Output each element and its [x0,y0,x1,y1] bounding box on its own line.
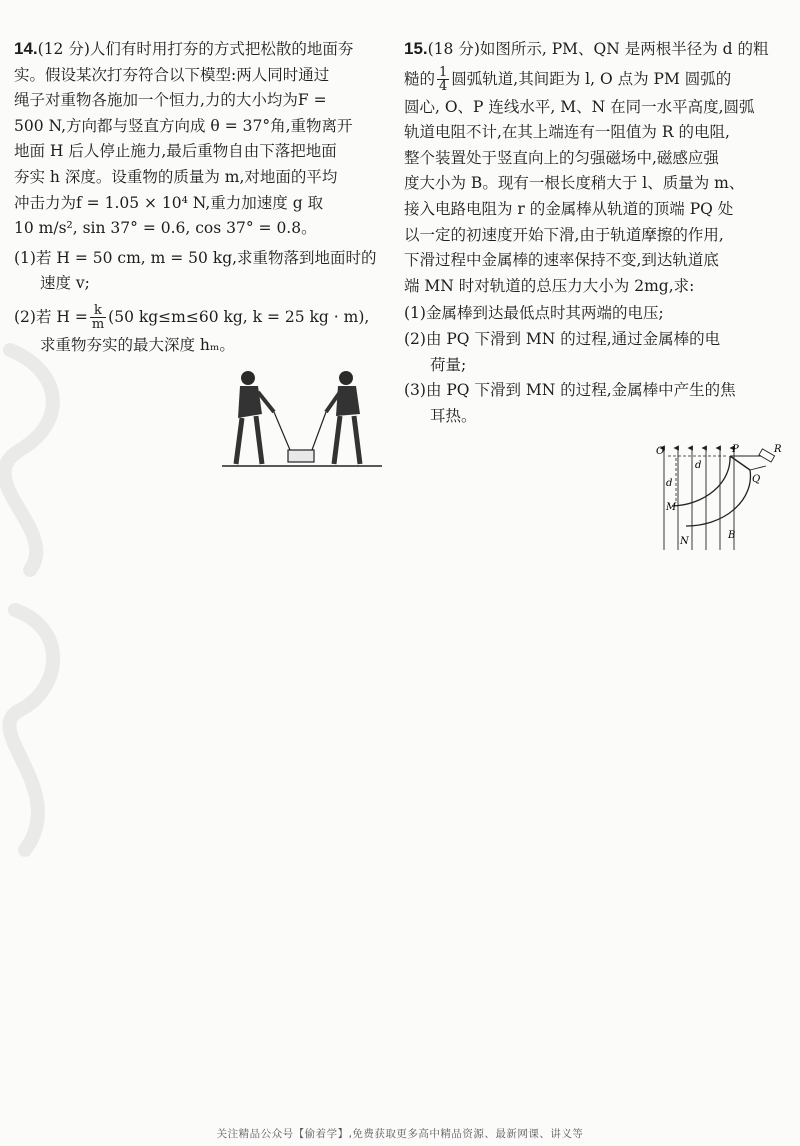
q15-stem-line: 糙的 [404,69,436,88]
q14-stem-line: 冲击力为f = 1.05 × 10⁴ N,重力加速度 g 取 [14,193,324,212]
q15-part-3-line: 耳热。 [430,406,477,425]
frac-numerator: 1 [439,65,448,81]
q14-stem-line: 地面 H 后人停止施力,最后重物自由下落把地面 [14,142,337,161]
question-15 [404,36,782,429]
fraction-one-quarter [437,66,449,93]
q15-stem-line: (18 分)如图所示, PM、QN 是两根半径为 d 的粗 [427,40,769,58]
q14-stem-line: 10 m/s², sin 37° = 0.6, cos 37° = 0.8。 [14,219,317,238]
question-14 [14,36,390,359]
label-d-vertical: d [666,478,673,489]
frac-denominator: 4 [439,79,448,95]
q14-number: 14. [14,39,38,58]
q15-part-3-line: (3)由 PQ 下滑到 MN 的过程,金属棒中产生的焦 [404,381,736,400]
q15-stem-line: 端 MN 时对轨道的总压力大小为 2mg,求: [404,276,695,295]
label-Q: Q [752,474,761,485]
tamping-figure [222,366,382,470]
q14-stem-line: 绳子对重物各施加一个恒力,力的大小均为F = [14,91,327,110]
q14-part-2-prefix: (2)若 H = [14,307,88,326]
q15-stem-line: 整个装置处于竖直向上的匀强磁场中,磁感应强 [404,148,719,167]
q15-part-3 [404,378,782,429]
q15-stem [404,36,782,299]
q14-stem-line: (12 分)人们有时用打夯的方式把松散的地面夯 [37,40,354,58]
q15-part-2-line: 荷量; [430,355,467,374]
q14-stem-line: 夯实 h 深度。设重物的质量为 m,对地面的平均 [14,167,338,186]
arc-rails-figure [654,440,784,552]
q15-stem-line: 轨道电阻不计,在其上端连有一阻值为 R 的电阻, [404,123,730,142]
label-d-horizontal: d [695,460,702,471]
q14-part-2-suffix: (50 kg≤m≤60 kg, k = 25 kg · m), [108,307,370,326]
fraction-k-over-m [90,304,106,331]
q14-stem [14,36,390,242]
label-P: P [732,444,739,455]
q15-stem-line: 以一定的初速度开始下滑,由于轨道摩擦的作用, [404,225,724,244]
q14-part-2-line: 求重物夯实的最大深度 hₘ。 [40,335,235,354]
q14-part-1-line: (1)若 H = 50 cm, m = 50 kg,求重物落到地面时的 [14,248,377,267]
q15-stem-line: 度大小为 B。现有一根长度稍大于 l、质量为 m、 [404,174,745,193]
q14-part-2 [14,301,390,359]
q14-stem-line: 实。假设某次打夯符合以下模型:两人同时通过 [14,65,330,84]
q15-stem-line: 下滑过程中金属棒的速率保持不变,到达轨道底 [404,251,719,270]
q15-stem-line: 圆心, O、P 连线水平, M、N 在同一水平高度,圆弧 [404,97,755,116]
footer-note: 关注精品公众号【偷着学】,免费获取更多高中精品资源、最新网课、讲义等 [216,1128,584,1140]
label-B: B [728,530,736,541]
q15-number: 15. [404,39,428,58]
watermark [0,330,80,870]
q14-stem-line: 500 N,方向都与竖直方向成 θ = 37°角,重物离开 [14,116,353,135]
q14-part-1 [14,246,390,297]
q15-stem-line: 圆弧轨道,其间距为 l, O 点为 PM 圆弧的 [451,69,732,88]
label-R: R [774,444,782,455]
frac-denominator: m [91,317,105,333]
q15-stem-line: 接入电路电阻为 r 的金属棒从轨道的顶端 PQ 处 [404,199,734,218]
label-O: O [656,446,665,457]
q15-part-1: (1)金属棒到达最低点时其两端的电压; [404,304,664,323]
q15-part-2-line: (2)由 PQ 下滑到 MN 的过程,通过金属棒的电 [404,329,721,348]
label-M: M [666,502,677,513]
frac-numerator: k [90,304,106,318]
q15-part-2 [404,327,782,378]
q14-part-1-line: 速度 v; [40,274,90,293]
label-N: N [680,536,689,547]
